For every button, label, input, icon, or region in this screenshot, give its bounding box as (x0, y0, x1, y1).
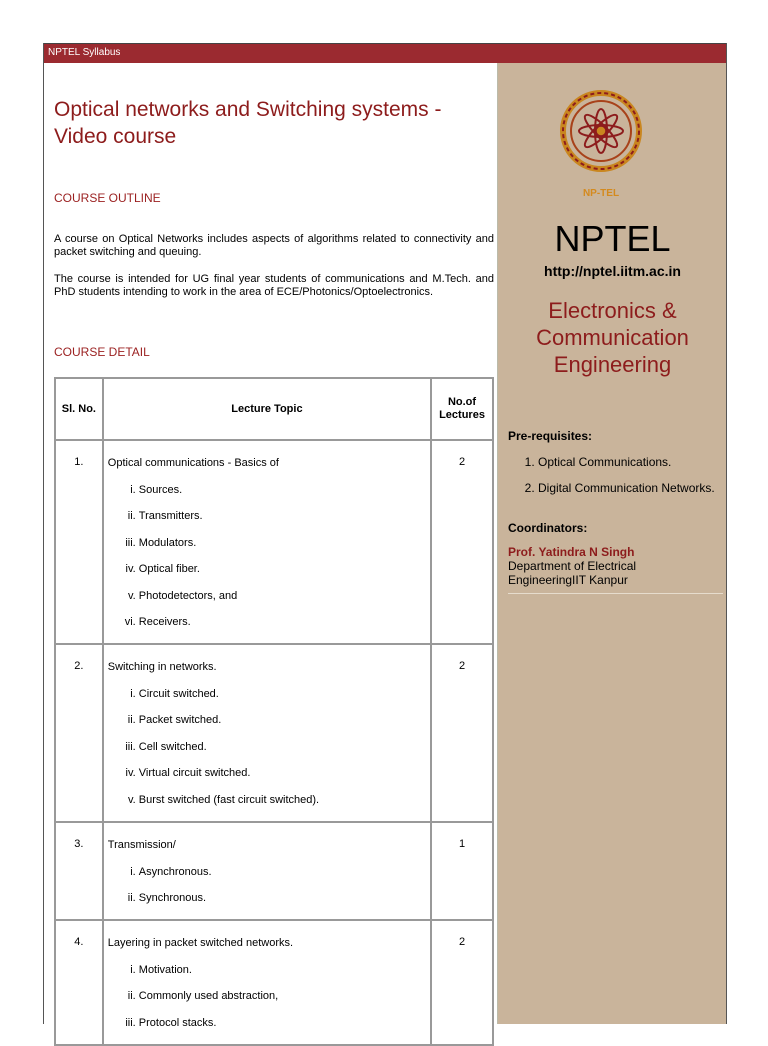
logo-text: NP-TEL (582, 188, 620, 199)
department-line: Engineering (553, 352, 672, 377)
department-name (498, 297, 727, 378)
subtopic-item: i. Sources. (139, 483, 426, 497)
header-no-of-lectures-text: No.of Lectures (439, 396, 485, 421)
course-title: Optical networks and Switching systems - Video course (54, 98, 442, 148)
subtopic-item: iv. Virtual circuit switched. (139, 766, 426, 780)
subtopic-list (108, 963, 426, 1030)
row-lectures: 2 (431, 440, 493, 644)
header-label: NPTEL Syllabus (48, 47, 121, 58)
course-detail-heading: COURSE DETAIL (54, 345, 150, 359)
syllabus-page (43, 43, 727, 1029)
prerequisites-list (508, 455, 715, 507)
subtopic-item: ii. Packet switched. (139, 713, 426, 727)
subtopic-item: iii. Protocol stacks. (139, 1016, 426, 1030)
row-number: 4. (55, 920, 103, 1045)
sidebar (497, 63, 726, 1024)
subtopic-item: ii. Commonly used abstraction, (139, 989, 426, 1003)
table-row (55, 920, 493, 1045)
row-lectures: 2 (431, 644, 493, 822)
subtopic-item: iii. Modulators. (139, 536, 426, 550)
prerequisites-heading: Pre-requisites: (508, 429, 593, 443)
coordinators-heading: Coordinators: (508, 521, 588, 535)
topic-title: Optical communications - Basics of (107, 457, 279, 469)
brand-name: NPTEL (554, 218, 671, 259)
table-row (55, 822, 493, 920)
topic-title: Switching in networks. (107, 660, 217, 673)
outline-paragraph-2: The course is intended for UG final year students of communications and M.Tech. and PhD students intending to work in the area of ECE/Photonics/Optoelectronics. (54, 273, 494, 298)
subtopic-item: ii. Synchronous. (139, 891, 426, 905)
subtopic-item: v. Photodetectors, and (139, 589, 426, 603)
row-lectures: 2 (431, 920, 493, 1045)
header-no-of-lectures (431, 378, 493, 440)
subtopic-item: iv. Optical fiber. (139, 562, 426, 576)
header-bar (44, 43, 726, 63)
header-lecture-topic: Lecture Topic (103, 378, 431, 440)
subtopic-item: ii. Transmitters. (139, 509, 426, 523)
sidebar-divider (508, 593, 723, 594)
coordinator-department-line: EngineeringIIT Kanpur (508, 573, 628, 587)
row-number: 1. (55, 440, 103, 644)
topic-title: Transmission/ (107, 838, 176, 851)
main-content (44, 63, 497, 1029)
subtopic-item: i. Asynchronous. (139, 865, 426, 879)
subtopic-list (108, 865, 426, 905)
prerequisite-item: 1. Optical Communications. (538, 455, 715, 469)
coordinator-department (508, 559, 718, 587)
row-number: 3. (55, 822, 103, 920)
row-topic (103, 644, 431, 822)
coordinator-department-line: Department of Electrical (508, 559, 637, 573)
course-detail-table (54, 377, 494, 1046)
outline-paragraph-1: A course on Optical Networks includes aspects of algorithms related to connectivity and packet switching and queuing. (54, 233, 494, 258)
coordinator-name: Prof. Yatindra N Singh (508, 545, 635, 559)
header-sl-no: Sl. No. (55, 378, 103, 440)
row-number: 2. (55, 644, 103, 822)
department-line: Electronics & (548, 298, 677, 323)
course-outline-heading: COURSE OUTLINE (54, 191, 161, 205)
nptel-logo-icon (560, 83, 642, 203)
table-header-row (55, 378, 493, 440)
topic-title: Layering in packet switched networks. (107, 936, 294, 949)
subtopic-item: iii. Cell switched. (139, 740, 426, 754)
subtopic-list (108, 687, 426, 807)
row-topic (103, 822, 431, 920)
subtopic-item: i. Circuit switched. (139, 687, 426, 701)
subtopic-item: i. Motivation. (139, 963, 426, 977)
department-line: Communication (536, 325, 689, 350)
row-topic (103, 920, 431, 1045)
site-url[interactable]: http://nptel.iitm.ac.in (544, 263, 681, 279)
prerequisite-item: 2. Digital Communication Networks. (538, 481, 715, 495)
table-row (55, 644, 493, 822)
table-row (55, 440, 493, 644)
subtopic-item: v. Burst switched (fast circuit switched). (139, 793, 426, 807)
row-topic (103, 440, 431, 644)
subtopic-list (108, 483, 426, 629)
row-lectures: 1 (431, 822, 493, 920)
subtopic-item: vi. Receivers. (139, 615, 426, 629)
